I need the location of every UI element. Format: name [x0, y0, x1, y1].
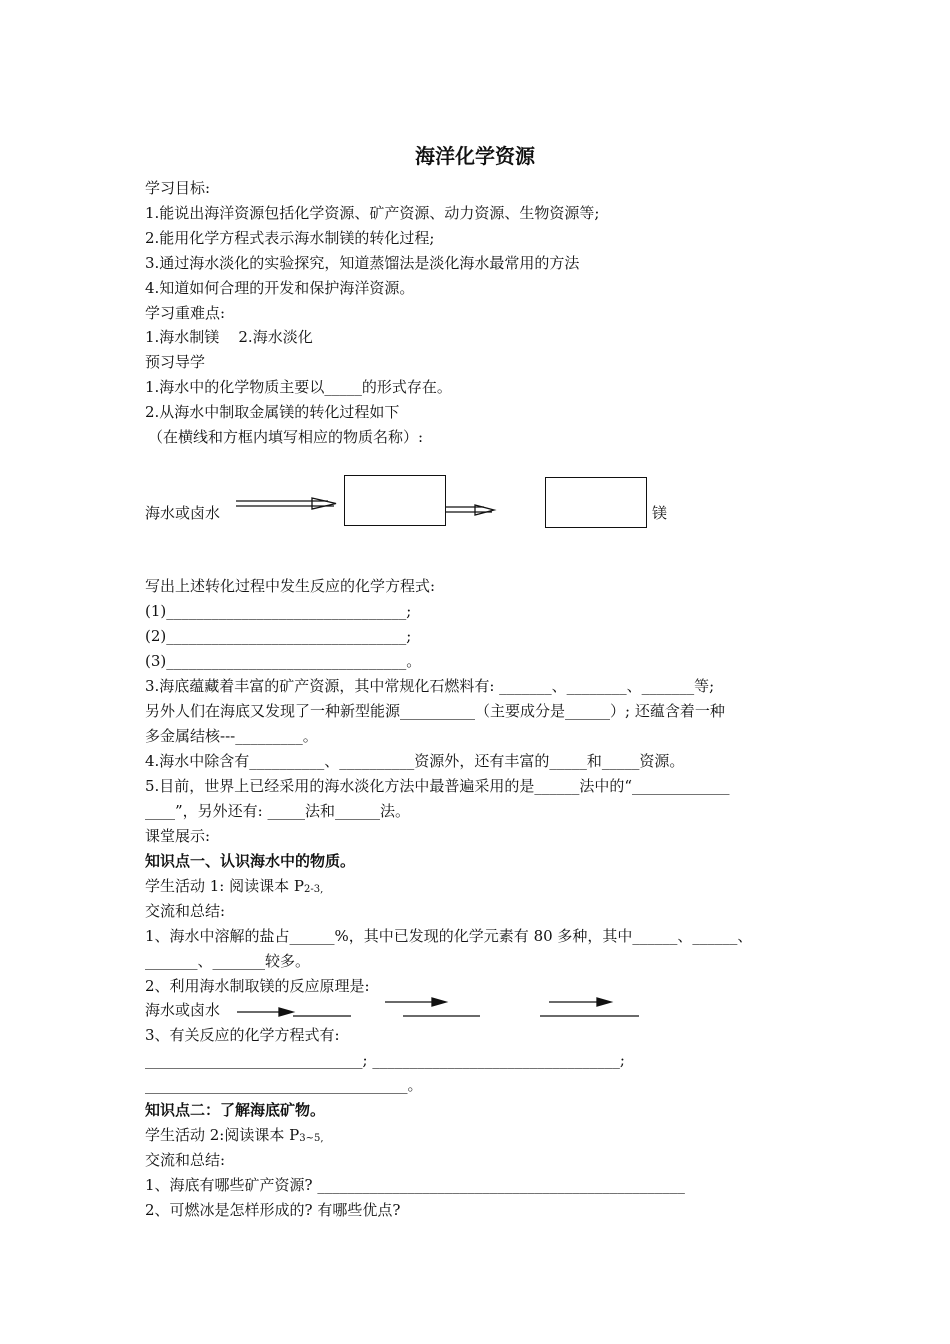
objective-item: 2.能用化学方程式表示海水制镁的转化过程; [145, 229, 435, 247]
summary-1-item-1: _______、_______较多。 [145, 952, 311, 970]
summary-1-heading: 交流和总结: [145, 902, 226, 920]
preview-heading: 预习导学 [145, 353, 206, 371]
flow-arrow-head [312, 498, 336, 509]
kp2-question-1: 1、海底有哪些矿产资源? _________________________________________________ [145, 1176, 685, 1194]
activity-2-pages: 3~5, [299, 1133, 324, 1144]
key-points-heading: 学习重难点: [145, 304, 226, 322]
preview-question-2: 2.从海水中制取金属镁的转化过程如下 [145, 403, 400, 421]
summary-2-heading: 交流和总结: [145, 1151, 226, 1169]
equation-blank-1[interactable]: (1)________________________________; [145, 602, 412, 620]
knowledge-point-2-heading: 知识点二：了解海底矿物。 [145, 1101, 326, 1119]
page-title: 海洋化学资源 [415, 144, 535, 168]
summary-1-item-3: 3、有关反应的化学方程式有: [145, 1026, 340, 1044]
preview-question-5: 5.目前，世界上已经采用的海水淡化方法中最普遍采用的是______法中的“_____________ [145, 777, 730, 795]
preview-question-5: ____”，另外还有: _____法和______法。 [145, 802, 410, 820]
objective-item: 4.知道如何合理的开发和保护海洋资源。 [145, 279, 415, 297]
activity-1 [145, 876, 323, 899]
objectives-heading: 学习目标: [145, 179, 211, 197]
preview-question-3: 另外人们在海底又发现了一种新型能源__________（主要成分是______）; 还蕴含着一种 [145, 702, 725, 720]
preview-question-2-note: （在横线和方框内填写相应的物质名称）: [148, 428, 424, 446]
objective-item: 1.能说出海洋资源包括化学资源、矿产资源、动力资源、生物资源等; [145, 204, 600, 222]
preview-question-3: 多金属结核---_________。 [145, 727, 318, 745]
activity-2-text: 学生活动 2:阅读课本 P [145, 1126, 300, 1144]
flow-start-label: 海水或卤水 [145, 504, 221, 522]
equation-blank-6[interactable]: ___________________________________。 [145, 1076, 423, 1094]
preview-question-4: 4.海水中除含有__________、__________资源外，还有丰富的_____和_____资源。 [145, 752, 685, 770]
equation-blank-row[interactable] [145, 1050, 625, 1070]
equation-blank-3[interactable]: (3)________________________________。 [145, 652, 422, 670]
equation-blank-5[interactable]: _________________________________; [372, 1051, 625, 1069]
objective-item: 3.通过海水淡化的实验探究，知道蒸馏法是淡化海水最常用的方法 [145, 254, 580, 272]
activity-2 [145, 1125, 324, 1148]
flow2-arrow-head [597, 998, 611, 1006]
knowledge-point-1-heading: 知识点一、认识海水中的物质。 [145, 852, 356, 870]
flow2-arrow-head [432, 998, 446, 1006]
equation-blank-4[interactable]: _____________________________; [145, 1051, 368, 1069]
flow2-start-label: 海水或卤水 [145, 1001, 221, 1019]
classroom-heading: 课堂展示: [145, 827, 211, 845]
flow-end-label: 镁 [652, 504, 668, 522]
key-points-items: 1.海水制镁 2.海水淡化 [145, 328, 313, 346]
preview-question-3: 3.海底蕴藏着丰富的矿产资源，其中常规化石燃料有: _______、________、_______等; [145, 677, 715, 695]
activity-1-pages: 2-3, [304, 884, 324, 895]
summary-1-item-2: 2、利用海水制取镁的反应原理是: [145, 977, 370, 995]
kp2-question-2: 2、可燃冰是怎样形成的? 有哪些优点? [145, 1201, 401, 1219]
equation-blank-2[interactable]: (2)________________________________; [145, 627, 412, 645]
preview-question-1: 1.海水中的化学物质主要以_____的形式存在。 [145, 378, 452, 396]
equation-prompt: 写出上述转化过程中发生反应的化学方程式: [145, 577, 436, 595]
summary-1-item-1: 1、海水中溶解的盐占______%，其中已发现的化学元素有 80 多种，其中______、______、 [145, 927, 753, 945]
activity-1-text: 学生活动 1: 阅读课本 P [145, 877, 304, 895]
flow2-arrow-head [279, 1008, 293, 1016]
